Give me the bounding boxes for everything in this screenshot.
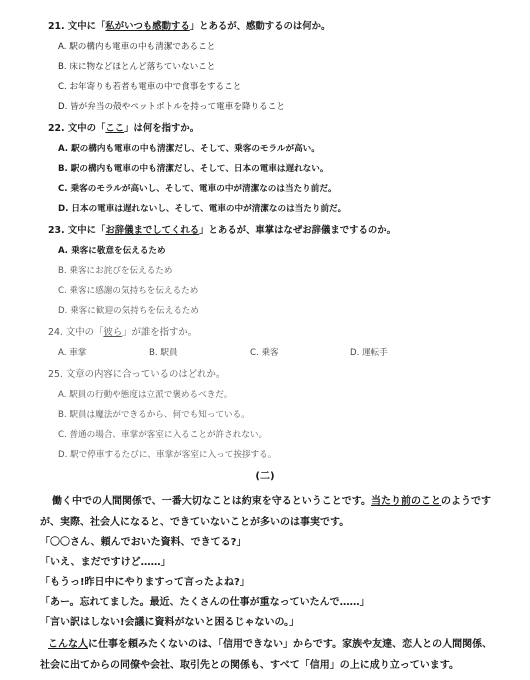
question-23-prefix: 23. 文中に「 <box>48 225 106 236</box>
question-22 <box>48 120 199 134</box>
passage-paragraph-2-line-2: 社会に出てからの同僚や会社、取引先との関係も、すべて「信用」の上に成り立っています。 <box>40 660 459 671</box>
question-23-quote: お辞儀までしてくれる <box>105 225 200 236</box>
q21-option-b: B. 床に物などほとんど落ちていないこと <box>58 62 216 72</box>
section-title: (二) <box>255 471 275 482</box>
q22-option-b: B. 駅の構内も電車の中も清潔だし、そして、日本の電車は遅れない。 <box>58 164 329 174</box>
q24-option-b: B. 駅員 <box>149 348 178 358</box>
passage-paragraph-1-line-2: が、実際、社会人になると、できていないことが多いのは事実です。 <box>40 517 350 528</box>
q23-option-d: D. 乗客に歓迎の気持ちを伝えるため <box>58 306 199 316</box>
q21-option-d: D. 皆が弁当の殻やペットボトルを持って電車を降りること <box>58 102 285 112</box>
dialogue-line-5: 「言い訳はしない!会議に資料がないと困るじゃないの。」 <box>40 617 300 628</box>
q25-option-b: B. 駅員は魔法ができるから、何でも知っている。 <box>58 410 250 420</box>
dialogue-line-2: 「いえ、まだですけど……」 <box>40 557 171 568</box>
question-24-quote: 彼ら <box>103 327 123 338</box>
question-24-prefix: 24. 文中の「 <box>48 327 104 338</box>
q24-option-d: D. 運転手 <box>350 348 388 358</box>
question-21 <box>48 18 330 32</box>
question-25: 25. 文章の内容に合っているのはどれか。 <box>48 369 226 380</box>
question-23 <box>48 222 396 236</box>
q23-option-b: B. 乗客にお詫びを伝えるため <box>58 266 173 276</box>
passage-p2-text: に仕事を頼みたくないのは、「信用できない」からです。家族や友達、恋人との人間関係、 <box>88 639 493 650</box>
q21-option-a: A. 駅の構内も電車の中も清潔であること <box>58 42 216 52</box>
q25-option-a: A. 駅員の行動や態度は立派で褒めるべきだ。 <box>58 390 233 400</box>
question-21-suffix: 」とあるが、感動するのは何か。 <box>189 21 331 32</box>
dialogue-line-3: 「もうっ!昨日中にやりますって言ったよね?」 <box>40 577 250 588</box>
q21-option-c: C. お年寄りも若者も電車の中で食事をすること <box>58 82 242 92</box>
q24-option-c: C. 乗客 <box>250 348 279 358</box>
passage-p1-text: 働く中での人間関係で、一番大切なことは約束を守るということです。 <box>52 496 371 507</box>
question-24-suffix: 」が誰を指すか。 <box>122 327 198 338</box>
q23-option-a: A. 乗客に敬意を伝えるため <box>58 246 166 256</box>
q25-option-d: D. 駅で停車するたびに、車掌が客室に入って挨拶する。 <box>58 450 277 460</box>
question-22-prefix: 22. 文中の「 <box>48 123 106 134</box>
passage-paragraph-1-line-1 <box>52 492 491 507</box>
q25-option-c: C. 普通の場合、車掌が客室に入ることが許されない。 <box>58 430 268 440</box>
q23-option-c: C. 乗客に感謝の気持ちを伝えるため <box>58 286 199 296</box>
question-22-quote: ここ <box>105 123 125 134</box>
q22-option-d: D. 日本の電車は遅れないし、そして、電車の中が清潔なのは当たり前だ。 <box>58 204 347 214</box>
question-21-prefix: 21. 文中に「 <box>48 21 106 32</box>
question-24 <box>48 324 197 338</box>
dialogue-line-1: 「〇〇さん、頼んでおいた資料、できてる?」 <box>40 537 247 548</box>
question-22-suffix: 」は何を指すか。 <box>124 123 200 134</box>
passage-p1-text-end: のようです <box>441 496 491 507</box>
dialogue-line-4: 「あー。忘れてました。最近、たくさんの仕事が重なっていたんで……」 <box>40 597 370 608</box>
question-23-suffix: 」とあるが、車掌はなぜお辞儀までするのか。 <box>199 225 397 236</box>
passage-paragraph-2-line-1 <box>48 635 492 650</box>
q22-option-a: A. 駅の構内も電車の中も清潔だし、そして、乗客のモラルが高い。 <box>58 144 320 154</box>
q22-option-c: C. 乗客のモラルが高いし、そして、電車の中が清潔なのは当たり前だ。 <box>58 184 337 194</box>
q24-option-a: A. 車掌 <box>58 348 87 358</box>
passage-p2-underlined: こんな人 <box>48 639 88 650</box>
question-21-quote: 私がいつも感動する <box>105 21 190 32</box>
passage-p1-underlined: 当たり前のこと <box>371 496 441 507</box>
